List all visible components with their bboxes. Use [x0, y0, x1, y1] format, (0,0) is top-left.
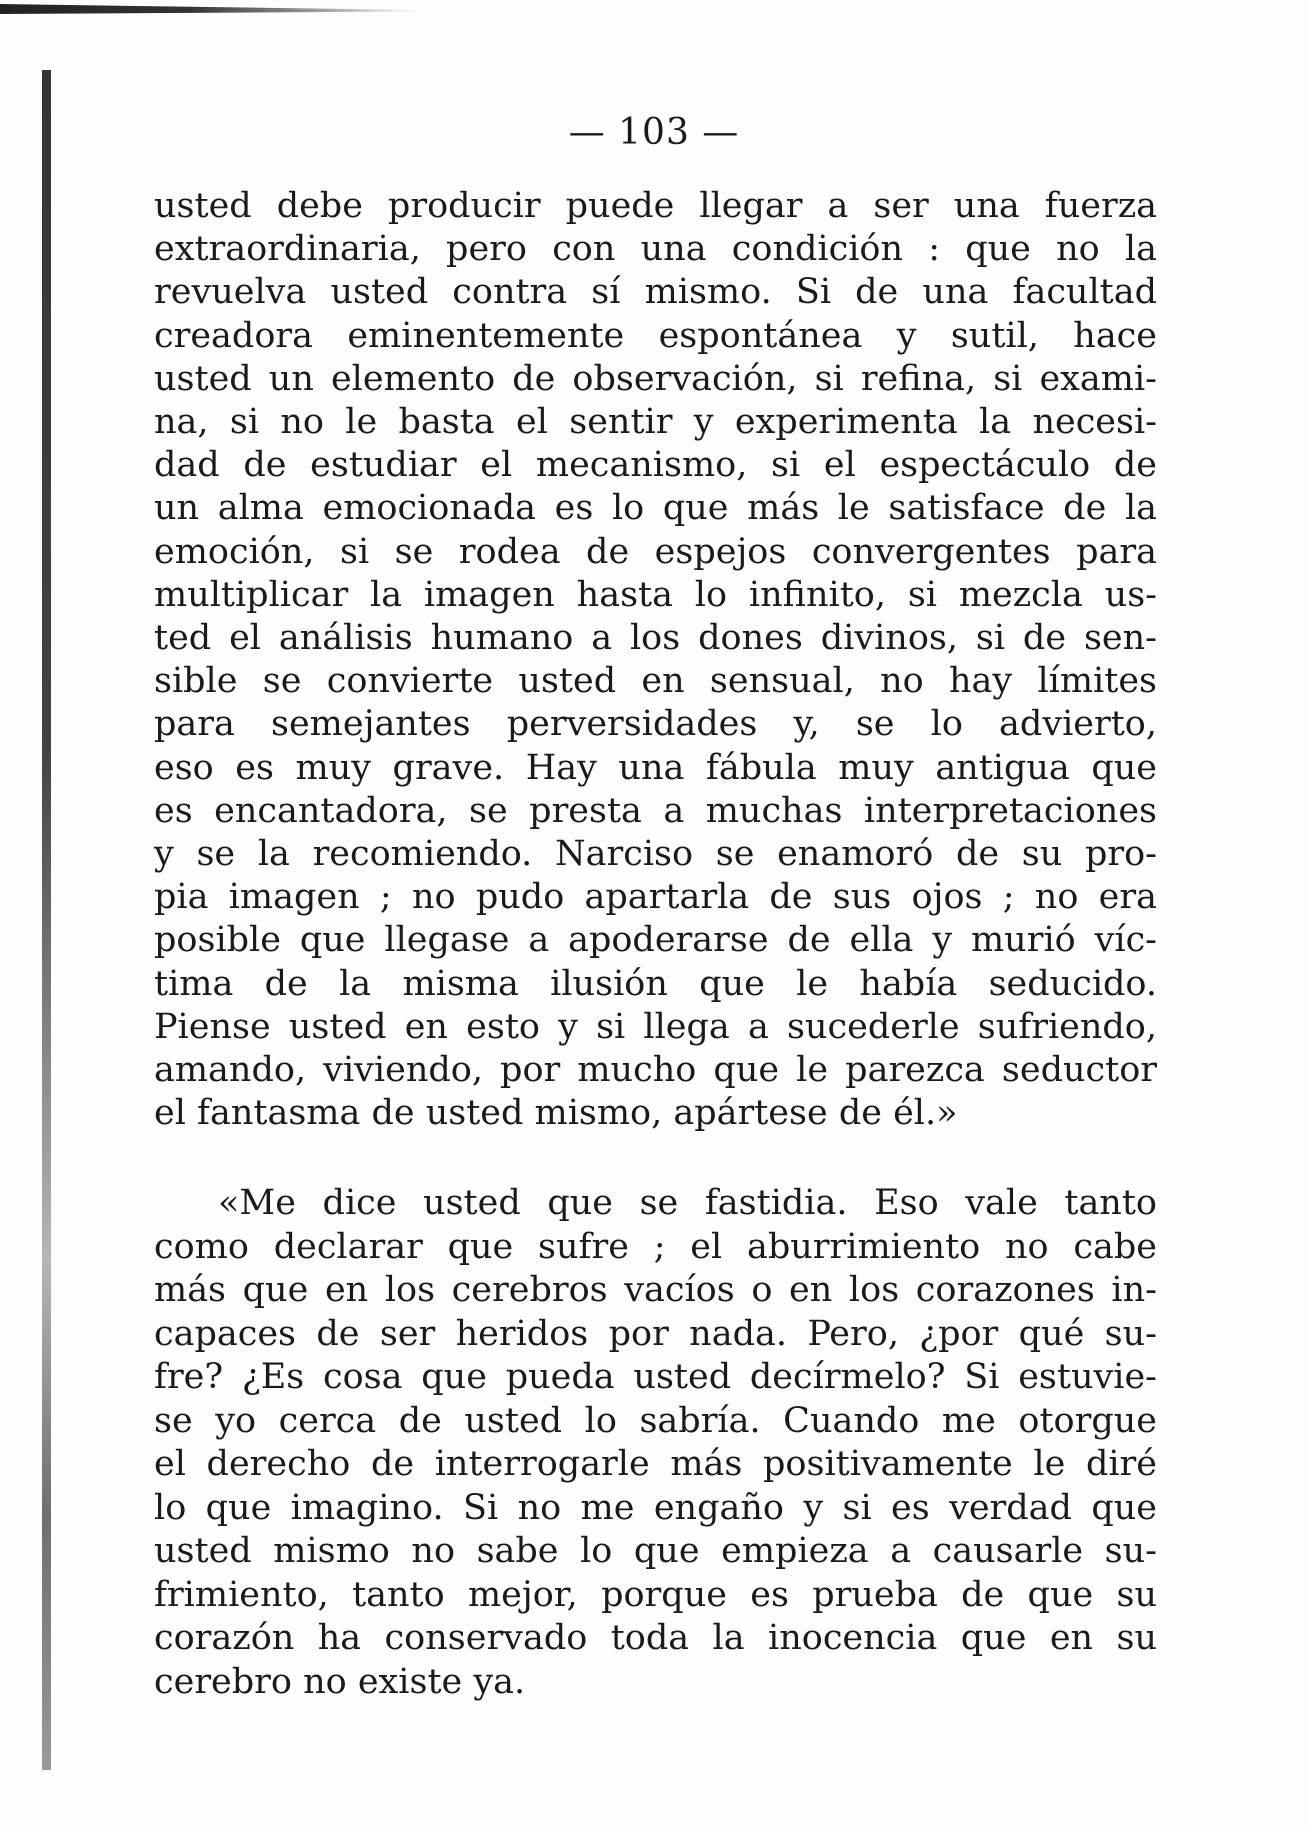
text-line: capaces de ser heridos por nada. Pero, ¿por qué su-: [154, 1313, 1157, 1354]
text-line: usted mismo no sabe lo que empieza a causarle su-: [154, 1531, 1157, 1571]
text-line: un alma emocionada es lo que más le satisface de la: [154, 488, 1157, 529]
text-line: es encantadora, se presta a muchas interpretaciones: [154, 790, 1157, 831]
text-line: fre? ¿Es cosa que pueda usted decírmelo? Si estuvie-: [154, 1357, 1157, 1397]
top-edge-rule: [0, 4, 420, 14]
text-line: para semejantes perversidades y, se lo advierto,: [154, 704, 1157, 745]
text-line: sible se convierte usted en sensual, no hay límites: [154, 661, 1157, 702]
text-line: como declarar que sufre ; el aburrimiento no cabe: [154, 1226, 1157, 1267]
text-line: y se la recomiendo. Narciso se enamoró de su pro-: [154, 834, 1157, 874]
text-line: multiplicar la imagen hasta lo infinito, si mezcla us-: [154, 574, 1157, 615]
text-line: «Me dice usted que se fastidia. Eso vale tanto: [218, 1183, 1157, 1223]
text-line: corazón ha conservado toda la inocencia que en su: [154, 1618, 1157, 1658]
text-line: el fantasma de usted mismo, apártese de él.»: [154, 1093, 958, 1134]
text-line: pia imagen ; no pudo apartarla de sus ojos ; no era: [154, 877, 1157, 918]
text-line: extraordinaria, pero con una condición : que no la: [154, 229, 1157, 270]
text-line: cerebro no existe ya.: [154, 1661, 526, 1702]
text-line: posible que llegase a apoderarse de ella y murió víc-: [154, 920, 1157, 961]
text-line: el derecho de interrogarle más positivamente le diré: [154, 1444, 1157, 1484]
text-line: revuelva usted contra sí mismo. Si de una facultad: [154, 272, 1157, 313]
text-line: usted un elemento de observación, si refina, si exami-: [154, 358, 1157, 399]
binding-shadow: [42, 70, 51, 1770]
text-line: amando, viviendo, por mucho que le parezca seductor: [154, 1050, 1157, 1090]
text-line: más que en los cerebros vacíos o en los corazones in-: [154, 1270, 1157, 1310]
text-line: tima de la misma ilusión que le había seducido.: [154, 963, 1157, 1004]
page-number: — 103 —: [568, 112, 740, 153]
text-line: na, si no le basta el sentir y experimenta la necesi-: [154, 402, 1157, 442]
text-line: emoción, si se rodea de espejos convergentes para: [154, 531, 1157, 572]
text-line: Piense usted en esto y si llega a sucederle sufriendo,: [154, 1006, 1157, 1047]
text-line: eso es muy grave. Hay una fábula muy antigua que: [154, 747, 1157, 788]
text-line: usted debe producir puede llegar a ser una fuerza: [154, 186, 1157, 226]
text-line: frimiento, tanto mejor, porque es prueba de que su: [154, 1574, 1157, 1615]
text-line: ted el análisis humano a los dones divinos, si de sen-: [154, 618, 1157, 658]
text-line: lo que imagino. Si no me engaño y si es verdad que: [154, 1487, 1157, 1528]
text-line: dad de estudiar el mecanismo, si el espectáculo de: [154, 445, 1157, 486]
text-line: creadora eminentemente espontánea y sutil, hace: [154, 315, 1157, 356]
text-line: se yo cerca de usted lo sabría. Cuando me otorgue: [154, 1400, 1157, 1441]
